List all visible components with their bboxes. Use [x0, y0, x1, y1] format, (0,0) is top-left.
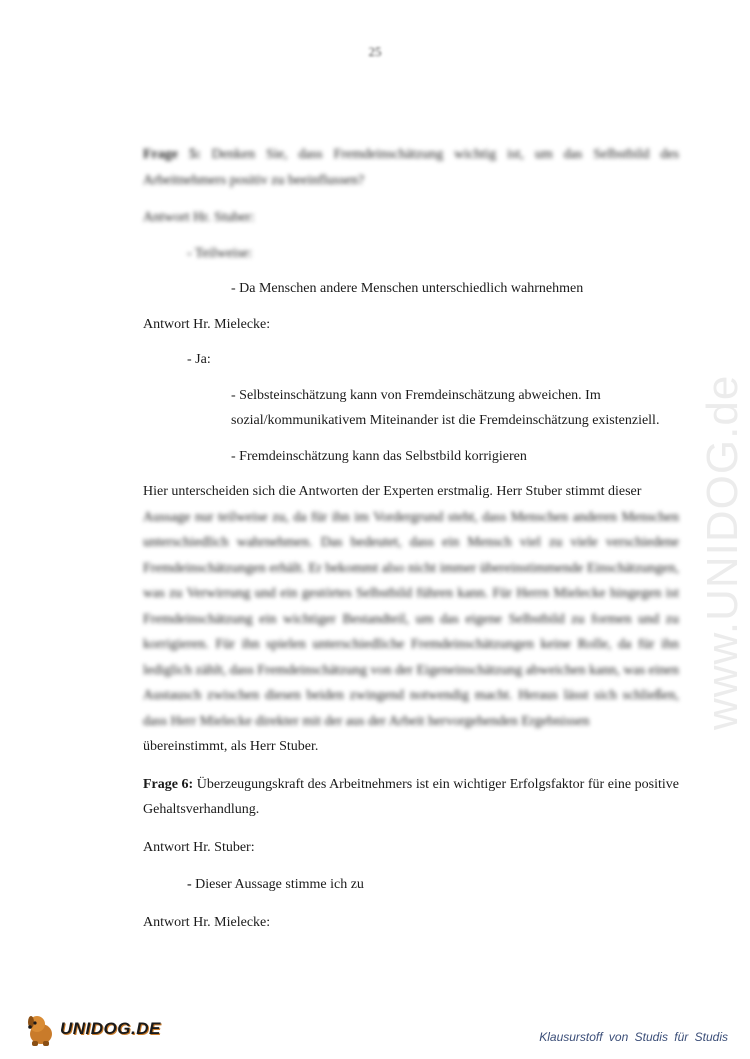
- question-5-text: Denken Sie, dass Fremdeinschätzung wichtig ist, um das Selbstbild des Arbeitnehmers positiv zu beeinflussen?: [143, 147, 679, 188]
- mielecke-sub-1: - Selbsteinschätzung kann von Fremdeinschätzung abweichen. Im sozial/kommunikativem Miteinander ist die Fremdeinschätzung existenziell.: [231, 387, 660, 428]
- analysis-last-line: übereinstimmt, als Herr Stuber.: [143, 739, 319, 754]
- analysis-first-line: Hier unterscheiden sich die Antworten der Experten erstmalig. Herr Stuber stimmt dieser: [143, 484, 642, 499]
- question-6-label: Frage 6:: [143, 776, 194, 792]
- stuber-point: - Teilweise:: [187, 245, 253, 261]
- analysis-paragraph: [143, 479, 679, 760]
- stuber-header-2: Antwort Hr. Stuber:: [143, 839, 255, 855]
- page-number: 25: [368, 44, 382, 59]
- analysis-blurred-body: Aussage nur teilweise zu, da für ihn im Vordergrund steht, dass Menschen anderen Menschen unterschiedlich wahrnehmen. Das bedeutet, dass ein Mensch viel zu viele verschiedene Fremdeinschätzungen erhält. Er bekommt also nicht immer übereinstimmende Einschätzungen, was zu Verwirrung und ein gestörtes Selbstbild führen kann. Für Herrn Mielecke hingegen ist Fremdeinschätzung ein wichtiger Bestandteil, um das eigene Selbstbild zu formen und zu korrigieren. Für ihn spielen unterschiedliche Fremdeinschätzungen keine Rolle, da für ihn lediglich zählt, dass Fremdeinschätzung von der Eigeneinschätzung abweichen kann, was einen Austausch zwischen diesen beiden zwingend notwendig macht. Heraus lässt sich schließen, dass Herr Mielecke direkter mit der aus der Arbeit hervorgehenden Ergebnissen: [143, 509, 679, 729]
- document-body: [143, 142, 679, 935]
- mielecke-point: - Ja:: [187, 352, 211, 367]
- stuber-answer-6-text: Dieser Aussage stimme ich zu: [195, 877, 364, 892]
- stuber-answer-6-dash: -: [187, 877, 192, 892]
- mielecke-header-1: Antwort Hr. Mielecke:: [143, 316, 271, 332]
- stuber-answer-6: [143, 872, 679, 898]
- footer-slogan: Klausurstoff von Studis für Studis: [539, 1030, 728, 1044]
- stuber-sub: - Da Menschen andere Menschen unterschiedlich wahrnehmen: [231, 281, 584, 296]
- question-6-text: Überzeugungskraft des Arbeitnehmers ist ein wichtiger Erfolgsfaktor für eine positive Gehaltsverhandlung.: [143, 776, 679, 817]
- dog-icon: [24, 1010, 58, 1048]
- mielecke-header-2: Antwort Hr. Mielecke:: [143, 914, 271, 930]
- logo-text: UNIDOG.DE: [60, 1019, 161, 1038]
- question-5: [143, 142, 679, 193]
- mielecke-sub-2: - Fremdeinschätzung kann das Selbstbild korrigieren: [231, 448, 527, 464]
- stuber-header-1: Antwort Hr. Stuber:: [143, 210, 255, 225]
- unidog-logo[interactable]: [24, 1010, 161, 1048]
- question-5-label: Frage 5:: [143, 147, 201, 162]
- watermark: [690, 270, 750, 740]
- watermark-text: www.UNIDOG.de: [698, 374, 747, 730]
- question-6: [143, 772, 679, 823]
